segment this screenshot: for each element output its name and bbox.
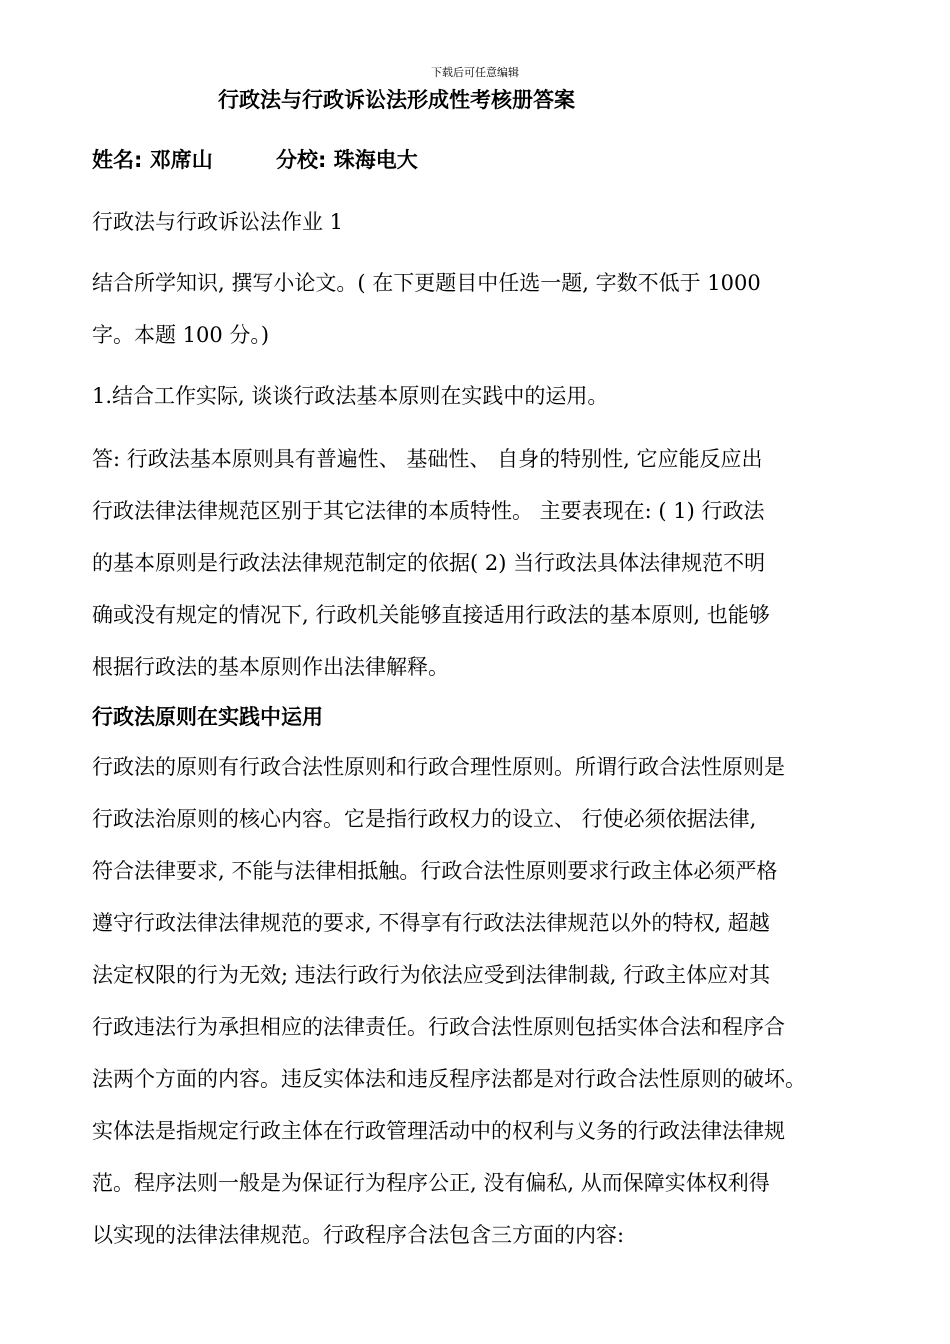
instruction-line: 字。本题 100 分。) <box>92 323 270 347</box>
answer-line: 确或没有规定的情况下, 行政机关能够直接适用行政法的基本原则, 也能够 <box>92 603 770 627</box>
body-line: 范。程序法则一般是为保证行为程序公正, 没有偏私, 从而保障实体权利得 <box>92 1171 770 1195</box>
name-value: 邓席山 <box>149 148 213 172</box>
answer-line: 答: 行政法基本原则具有普遍性、 基础性、 自身的特别性, 它应能反应出 <box>92 447 763 471</box>
body-line: 符合法律要求, 不能与法律相抵触。行政合法性原则要求行政主体必须严格 <box>92 859 778 883</box>
name-label: 姓名: <box>92 148 143 172</box>
body-line: 行政法治原则的核心内容。它是指行政权力的设立、 行使必须依据法律, <box>92 807 757 831</box>
body-line: 以实现的法律法律规范。行政程序合法包含三方面的内容: <box>92 1223 625 1247</box>
section-heading: 行政法原则在实践中运用 <box>92 705 323 729</box>
body-line: 遵守行政法律法律规范的要求, 不得享有行政法法律规范以外的特权, 超越 <box>92 911 770 935</box>
assignment-title: 行政法与行政诉讼法作业 1 <box>92 210 344 234</box>
school-value: 珠海电大 <box>333 148 418 172</box>
question-text: 1.结合工作实际, 谈谈行政法基本原则在实践中的运用。 <box>92 384 609 408</box>
answer-line: 根据行政法的基本原则作出法律解释。 <box>92 655 449 679</box>
header-note: 下载后可任意编辑 <box>431 66 519 79</box>
school-label: 分校: <box>276 148 327 172</box>
body-line: 法两个方面的内容。违反实体法和违反程序法都是对行政合法性原则的破坏。 <box>92 1067 806 1091</box>
author-info <box>92 146 418 174</box>
document-title: 行政法与行政诉讼法形成性考核册答案 <box>218 88 575 112</box>
answer-line: 的基本原则是行政法法律规范制定的依据( 2) 当行政法具体法律规范不明 <box>92 551 766 575</box>
body-line: 行政法的原则有行政合法性原则和行政合理性原则。所谓行政合法性原则是 <box>92 755 785 779</box>
body-line: 实体法是指规定行政主体在行政管理活动中的权利与义务的行政法律法律规 <box>92 1119 785 1143</box>
body-line: 法定权限的行为无效; 违法行政行为依法应受到法律制裁, 行政主体应对其 <box>92 963 771 987</box>
instruction-line: 结合所学知识, 撰写小论文。( 在下更题目中任选一题, 字数不低于 1000 <box>92 271 761 295</box>
body-line: 行政违法行为承担相应的法律责任。行政合法性原则包括实体合法和程序合 <box>92 1015 785 1039</box>
answer-line: 行政法律法律规范区别于其它法律的本质特性。 主要表现在: ( 1) 行政法 <box>92 499 765 523</box>
